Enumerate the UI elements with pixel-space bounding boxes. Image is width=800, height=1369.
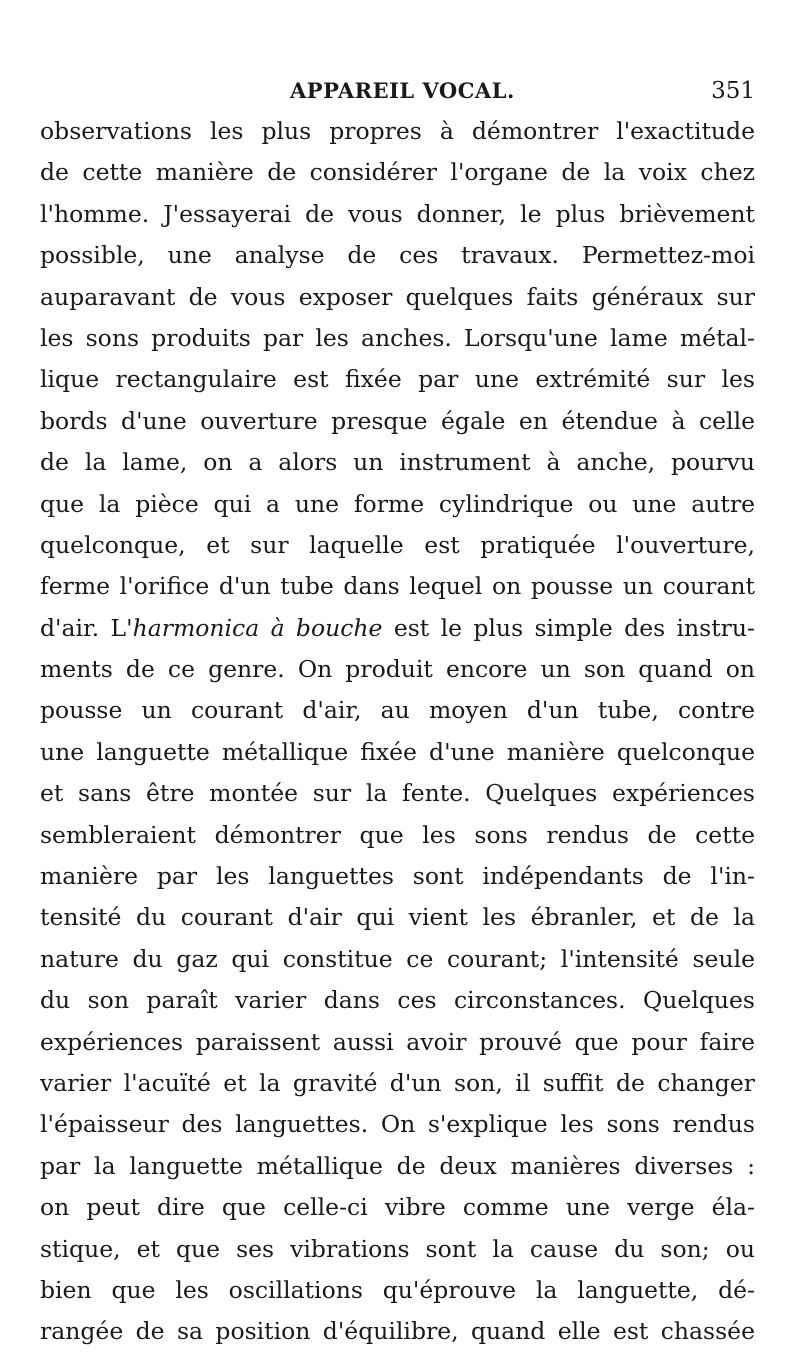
text-line: manière par les languettes sont indépendants de l'in- xyxy=(40,862,755,891)
text-line: les sons produits par les anches. Lorsqu'une lame métal- xyxy=(40,323,755,352)
running-title: APPAREIL VOCAL. xyxy=(290,78,515,103)
text-line: de cette manière de considérer l'organe de la voix chez xyxy=(40,158,755,187)
text-line: expériences paraissent aussi avoir prouvé que pour faire xyxy=(40,1027,755,1056)
text-line: lique rectangulaire est fixée par une extrémité sur les xyxy=(40,365,755,394)
text-line: bords d'une ouverture presque égale en étendue à celle xyxy=(40,406,755,435)
page-number: 351 xyxy=(711,78,755,104)
text-line: pousse un courant d'air, au moyen d'un tube, contre xyxy=(40,696,755,725)
text-line: du son paraît varier dans ces circonstances. Quelques xyxy=(40,986,755,1015)
text-segment: d'air. L' xyxy=(40,613,133,642)
text-line: et sans être montée sur la fente. Quelques expériences xyxy=(40,779,755,808)
text-segment: est le plus simple des instru- xyxy=(382,613,755,642)
text-line: possible, une analyse de ces travaux. Permettez-moi xyxy=(40,241,755,270)
text-line: observations les plus propres à démontrer l'exactitude xyxy=(40,117,755,145)
text-line: une languette métallique fixée d'une manière quelconque xyxy=(40,737,755,766)
text-line: auparavant de vous exposer quelques faits généraux sur xyxy=(40,282,755,311)
text-line: bien que les oscillations qu'éprouve la languette, dé- xyxy=(40,1275,755,1304)
text-line: ferme l'orifice d'un tube dans lequel on pousse un courant xyxy=(40,572,755,601)
text-line: quelconque, et sur laquelle est pratiquée l'ouverture, xyxy=(40,530,755,559)
text-line: par la languette métallique de deux manières diverses : xyxy=(40,1151,755,1180)
text-line: tensité du courant d'air qui vient les ébranler, et de la xyxy=(40,903,755,932)
text-line: l'homme. J'essayerai de vous donner, le plus brièvement xyxy=(40,199,755,228)
text-line: que la pièce qui a une forme cylindrique ou une autre xyxy=(40,489,755,518)
text-line: l'épaisseur des languettes. On s'explique les sons rendus xyxy=(40,1110,755,1139)
running-header xyxy=(40,76,755,106)
body-text xyxy=(40,111,755,1353)
text-line: stique, et que ses vibrations sont la cause du son; ou xyxy=(40,1234,755,1263)
text-line: rangée de sa position d'équilibre, quand elle est chassée xyxy=(40,1317,755,1346)
text-line: ments de ce genre. On produit encore un son quand on xyxy=(40,655,755,684)
italic-term: harmonica à bouche xyxy=(132,613,383,642)
text-line: nature du gaz qui constitue ce courant; l'intensité seule xyxy=(40,944,755,973)
text-line: sembleraient démontrer que les sons rendus de cette xyxy=(40,820,755,849)
text-line-with-italic xyxy=(40,608,755,649)
text-line: de la lame, on a alors un instrument à anche, pourvu xyxy=(40,448,755,477)
text-line: on peut dire que celle-ci vibre comme une verge éla- xyxy=(40,1193,755,1222)
text-line: varier l'acuïté et la gravité d'un son, il suffit de changer xyxy=(40,1068,755,1097)
